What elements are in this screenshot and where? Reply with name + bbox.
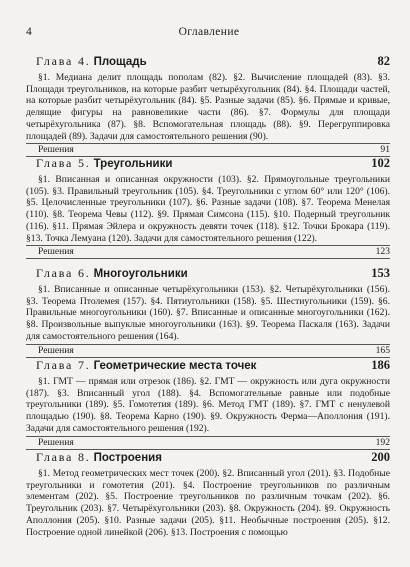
divider <box>26 143 390 144</box>
chapter-6 <box>26 266 390 357</box>
solutions-line[interactable] <box>26 344 390 357</box>
solutions-line[interactable] <box>26 143 390 156</box>
solutions-label: Решения <box>38 436 74 448</box>
chapter-title: Построения <box>93 452 162 464</box>
divider <box>26 245 390 246</box>
solutions-label: Решения <box>38 344 74 356</box>
solutions-page: 165 <box>375 344 390 356</box>
chapter-label: Глава 6. <box>36 266 91 280</box>
chapter-heading[interactable] <box>26 358 390 376</box>
solutions-label: Решения <box>38 144 74 156</box>
chapter-label: Глава 5. <box>36 156 91 170</box>
solutions-line[interactable] <box>26 245 390 258</box>
chapter-sections: §1. Вписанная и описанная окружности (103). §2. Прямоугольные треугольники (105). §3. Правильный треугольник (105). §4. Треугольники с углом 60° или 120° (106). §5. Целочисленные треугольники (107). §6. Разные задачи (108). §7. Теорема Менелая (110). §8. Теорема Чевы (112). §9. Прямая Симсона (115). §10. Подерный треугольник (116). §11. Прямая Эйлера и окружность девяти точек (118). §12. Точки Брокара (119). §13. Точка Лемуана (120). Задачи для самостоятельного решения (122). <box>26 174 390 244</box>
chapter-page: 186 <box>371 358 390 372</box>
chapter-heading[interactable] <box>26 266 390 284</box>
chapter-title: Площадь <box>93 56 147 68</box>
chapter-sections: §1. ГМТ — прямая или отрезок (186). §2. ГМТ — окружность или дуга окружности (187). §3. Вписанный угол (188). §4. Вспомогательные равные или подобные треугольники (189). §5. Гомотетия (189). §6. Метод ГМТ (189). §7. ГМТ с ненулевой площадью (190). §8. Теорема Карно (190). §9. Окружность Ферма—Аполлония (191). Задачи для самостоятельного решения (192). <box>26 376 390 434</box>
chapter-title: Многоугольники <box>93 268 188 280</box>
divider <box>26 344 390 345</box>
chapter-heading[interactable] <box>26 54 390 72</box>
chapter-7 <box>26 358 390 449</box>
solutions-line[interactable] <box>26 436 390 449</box>
chapter-page: 153 <box>371 266 390 280</box>
page-number: 4 <box>26 26 32 38</box>
chapter-heading[interactable] <box>26 450 390 468</box>
solutions-page: 91 <box>380 144 390 156</box>
divider <box>26 436 390 437</box>
chapter-8 <box>26 450 390 538</box>
chapter-title: Геометрические места точек <box>93 360 257 372</box>
solutions-page: 123 <box>375 246 390 258</box>
chapter-title: Треугольники <box>93 158 173 170</box>
page-header <box>26 26 392 42</box>
solutions-label: Решения <box>38 246 74 258</box>
chapter-heading[interactable] <box>26 156 390 174</box>
chapter-label: Глава 8. <box>36 450 91 464</box>
chapter-5 <box>26 156 390 258</box>
page-title: Оглавление <box>178 26 240 38</box>
chapter-label: Глава 4. <box>36 54 91 68</box>
divider <box>26 258 390 259</box>
solutions-page: 192 <box>375 436 390 448</box>
chapter-sections: §1. Метод геометрических мест точек (200). §2. Вписанный угол (201). §3. Подобные треугольники и гомотетия (201). §4. Построение треугольников по различным элементам (202). §5. Построение треугольников по различным точкам (202). §6. Треугольник (203). §7. Четырёхугольники (203). §8. Окружность (204). §9. Окружность Аполлония (205). §10. Разные задачи (205). §11. Необычные построения (205). §12. Построение одной линейкой (206). §13. Построения с помощью <box>26 468 390 538</box>
chapter-sections: §1. Вписанные и описанные четырёхугольники (153). §2. Четырёхугольники (156). §3. Теорема Птолемея (157). §4. Пятиугольники (158). §5. Шестиугольники (159). §6. Правильные многоугольники (160). §7. Вписанные и описанные многоугольники (162). §8. Произвольные выпуклые многоугольники (163). §9. Теорема Паскаля (163). Задачи для самостоятельного решения (164). <box>26 284 390 342</box>
chapter-label: Глава 7. <box>36 358 91 372</box>
chapter-page: 82 <box>377 54 390 68</box>
chapter-page: 102 <box>371 156 390 170</box>
chapter-page: 200 <box>371 450 390 464</box>
chapter-4 <box>26 54 390 156</box>
chapter-sections: §1. Медиана делит площадь пополам (82). §2. Вычисление площадей (83). §3. Площади треугольников, на которые разбит четырёхугольник (84). §4. Площади частей, на которые разбит четырёхугольник (84). §5. Разные задачи (85). §6. Прямые и кривые, делящие фигуры на равновеликие части (86). §7. Формулы для площади четырёхугольника (87). §8. Вспомогательная площадь (88). §9. Перегруппировка площадей (89). Задачи для самостоятельного решения (90). <box>26 72 390 142</box>
